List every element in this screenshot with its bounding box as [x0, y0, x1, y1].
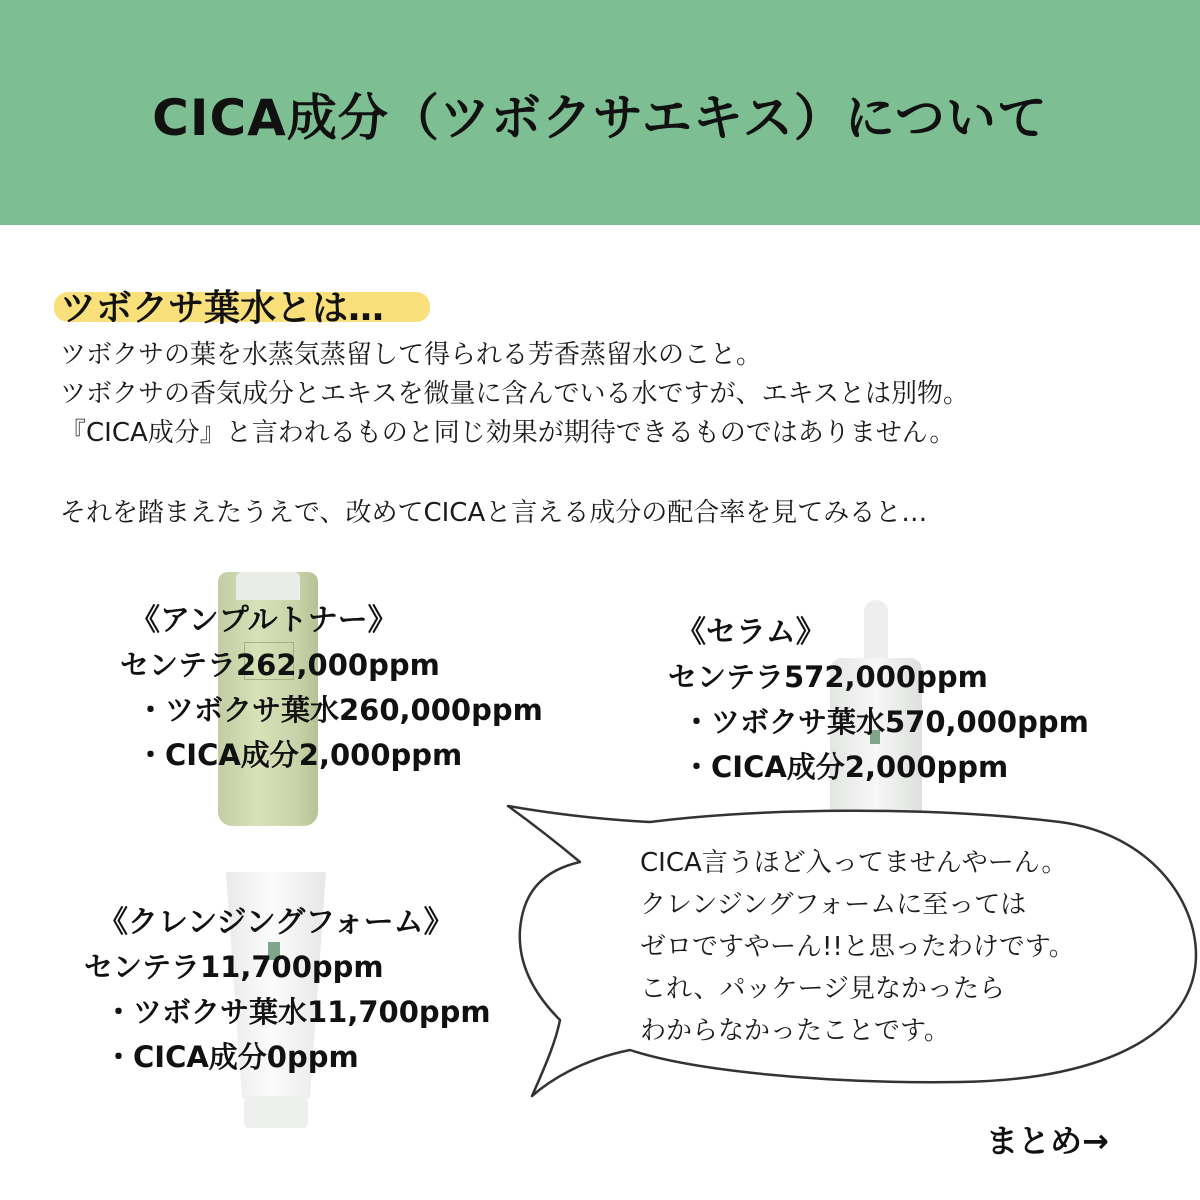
leaf-water-amount: ・ツボクサ葉水260,000ppm — [136, 693, 543, 727]
bubble-line: ゼロですやーん!!と思ったわけです。 — [640, 932, 1075, 962]
bubble-line: クレンジングフォームに至っては — [640, 890, 1027, 920]
intro-line: ツボクサの香気成分とエキスを微量に含んでいる水ですが、エキスとは別物。 — [60, 379, 969, 409]
cica-amount: ・CICA成分2,000ppm — [136, 738, 463, 772]
bubble-line: CICA言うほど入ってませんやーん。 — [640, 848, 1068, 878]
intro-line: 『CICA成分』と言われるものと同じ効果が期待できるものではありません。 — [60, 418, 956, 448]
product-title: 《クレンジングフォーム》 — [98, 905, 454, 940]
bubble-line: わからなかったことです。 — [640, 1016, 950, 1046]
product-title: 《アンプルトナー》 — [130, 603, 398, 638]
transition-note: それを踏まえたうえで、改めてCICAと言える成分の配合率を見てみると… — [60, 498, 928, 528]
page-title: CICA成分（ツボクサエキス）について — [152, 89, 1048, 147]
cica-amount: ・CICA成分2,000ppm — [682, 750, 1009, 784]
intro-line: ツボクサの葉を水蒸気蒸留して得られる芳香蒸留水のこと。 — [60, 340, 763, 370]
centella-amount: センテラ262,000ppm — [120, 648, 440, 682]
cica-amount: ・CICA成分0ppm — [104, 1040, 359, 1074]
bubble-line: これ、パッケージ見なかったら — [640, 974, 1006, 1004]
speech-bubble-text — [640, 842, 1075, 1052]
next-summary-link[interactable]: まとめ→ — [986, 1122, 1109, 1160]
centella-amount: センテラ11,700ppm — [84, 950, 384, 984]
section-heading-text: ツボクサ葉水とは… — [60, 288, 385, 329]
product-title: 《セラム》 — [676, 615, 826, 650]
cleansing-foam-block — [84, 900, 491, 1080]
leaf-water-amount: ・ツボクサ葉水570,000ppm — [682, 705, 1089, 739]
centella-amount: センテラ572,000ppm — [668, 660, 988, 694]
leaf-water-amount: ・ツボクサ葉水11,700ppm — [104, 995, 491, 1029]
ampoule-toner-block — [120, 598, 543, 778]
section-heading — [60, 280, 384, 331]
serum-block — [668, 610, 1089, 790]
